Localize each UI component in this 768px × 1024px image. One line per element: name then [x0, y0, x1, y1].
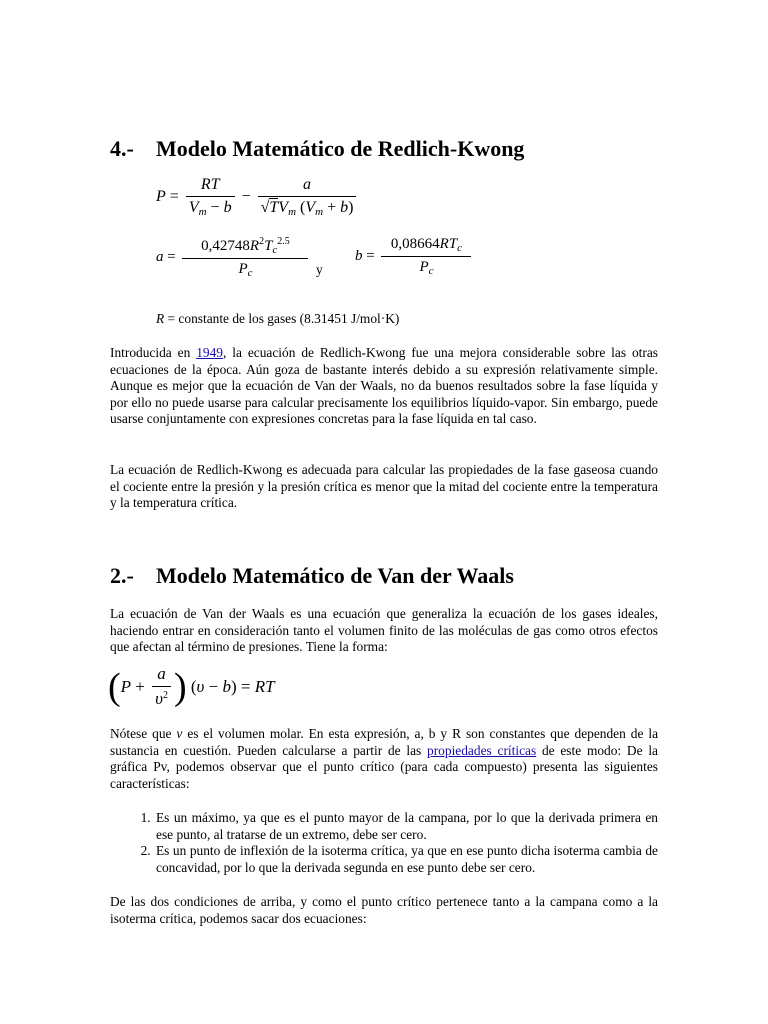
- van-der-waals-equation: ( P + $\frac{a}{\upsilon^2}$ ) ( υ − b ) = RT: [108, 664, 275, 708]
- molar-volume-symbol: v: [176, 726, 183, 741]
- critical-point-conditions-list: [110, 810, 658, 876]
- section-heading-redlich-kwong: [110, 136, 524, 162]
- gas-constant-text: = constante de los gases (8.31451 J/mol·K): [164, 311, 400, 326]
- section-number: 2.-: [110, 563, 134, 588]
- intro-text-continued: , la ecuación de Redlich-Kwong fue una mejora considerable sobre las otras ecuaciones de la época. Aún goza de bastante interés debido a su expresión relativamente simple. Aunque es mejor que la ecuación de Van der Waals, no da buenos resultados sobre la fase líquida y por ello no puede usarse para calcular precisamente los equilibrios líquido-vapor. Sin embargo, puede usarse conjuntamente con expresiones concretas para la fase líquida en tal caso.: [110, 345, 658, 427]
- section-number: 4.-: [110, 136, 134, 161]
- list-item: 2. Es un punto de inflexión de la isoterma crítica, ya que en ese punto dicha isoterma cambia de concavidad, por lo que la derivada segunda en ese punto debe ser cero.: [154, 843, 658, 876]
- section-title: Modelo Matemático de Redlich-Kwong: [156, 136, 525, 161]
- closing-paragraph: De las dos condiciones de arriba, y como el punto crítico pertenece tanto a la campana como a la isoterma crítica, podemos sacar dos ecuaciones:: [110, 894, 658, 926]
- parameter-b-equation: b = $\frac{0,08664RT_c}{P_c}$: [355, 236, 474, 277]
- list-item: 1. Es un máximo, ya que es el punto mayor de la campana, por lo que la derivada primera en ese punto, al tratarse de un extremo, debe ser cero.: [154, 810, 658, 843]
- equation-separator: y: [316, 262, 323, 277]
- redlich-kwong-intro-paragraph: [110, 345, 658, 428]
- redlich-kwong-equation: P = $\frac{RT}{V_m - b}$ − $\frac{a}{√TV_m (V_m + b)}$: [156, 176, 359, 218]
- intro-text: Introducida en: [110, 345, 197, 360]
- molar-volume-note-paragraph: [110, 726, 658, 792]
- link-propiedades-criticas[interactable]: propiedades críticas: [427, 742, 537, 758]
- note-text-continued: es el volumen molar. En esta expresión, a, b y R son constantes que dependen de la sustancia en cuestión. Pueden calcularse a partir de las: [110, 726, 659, 758]
- note-text-end: de este modo: De la gráfica Pv, podemos observar que el punto crítico (para cada compuesto) presenta las siguientes características:: [110, 742, 658, 791]
- section-heading-van-der-waals: [110, 563, 514, 589]
- van-der-waals-intro-paragraph: La ecuación de Van der Waals es una ecuación que generaliza la ecuación de los gases ideales, haciendo entrar en consideración tanto el volumen finito de las moléculas de gas como otros efectos que afectan al término de presiones. Tiene la forma:: [110, 606, 658, 655]
- section-title: Modelo Matemático de Van der Waals: [156, 563, 514, 588]
- note-text: Nótese que: [110, 726, 177, 741]
- link-1949[interactable]: 1949: [196, 345, 223, 360]
- gas-constant-definition: [156, 311, 399, 327]
- parameter-a-equation: a = $\frac{0,42748R^2T_c^{2.5}}{P_c}$: [156, 236, 311, 279]
- gas-constant-symbol: R: [156, 311, 165, 326]
- redlich-kwong-applicability-paragraph: La ecuación de Redlich-Kwong es adecuada para calcular las propiedades de la fase gaseosa cuando el cociente entre la presión y la presión crítica es menor que la mitad del cociente entre la temperatura y la temperatura crítica.: [110, 462, 658, 511]
